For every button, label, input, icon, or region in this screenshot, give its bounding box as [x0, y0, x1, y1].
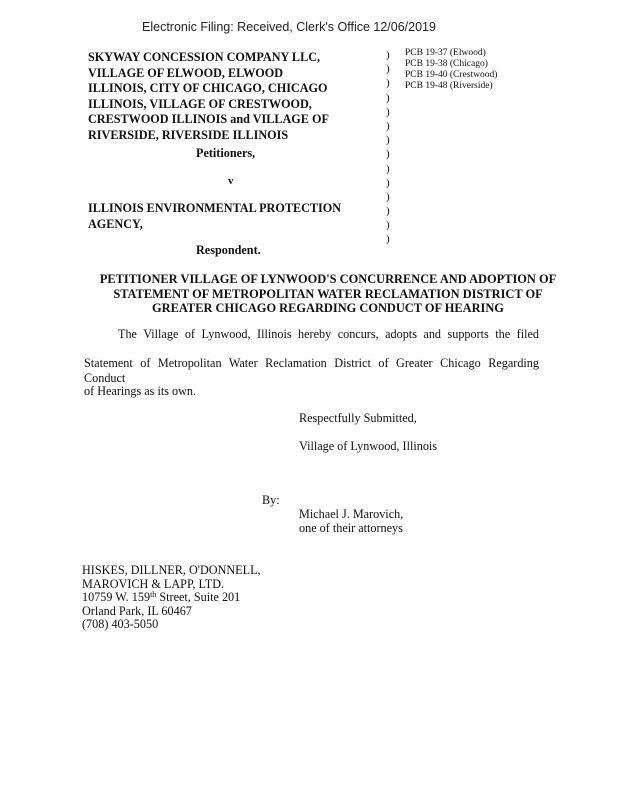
signing-party: Village of Lynwood, Illinois	[299, 439, 438, 453]
paren: )	[386, 219, 390, 232]
caption-respondent	[88, 201, 341, 232]
paren: )	[386, 176, 390, 189]
paren: )	[386, 91, 390, 104]
petitioners-label: Petitioners,	[196, 146, 256, 160]
petitioner-line: VILLAGE OF ELWOOD, ELWOOD	[88, 65, 284, 80]
firm-city: Orland Park, IL 60467	[82, 603, 192, 618]
paren: )	[386, 105, 390, 118]
paren: )	[386, 134, 390, 147]
paren: )	[386, 148, 390, 161]
signer-name: Michael J. Marovich,	[299, 507, 404, 521]
paren: )	[386, 77, 390, 90]
firm-name-line: MAROVICH & LAPP, LTD.	[82, 576, 225, 591]
street-number: 10759 W. 159	[82, 590, 151, 605]
street-suffix: th	[150, 590, 157, 600]
paren: )	[386, 119, 390, 132]
firm-street	[82, 591, 261, 605]
paren: )	[386, 205, 390, 218]
paren: )	[386, 49, 390, 61]
caption-petitioners	[88, 50, 329, 143]
firm-address-block	[82, 564, 261, 632]
body-line-2: Statement of Metropolitan Water Reclamation District of Greater Chicago Regarding Conduct	[84, 356, 539, 385]
title-line: GREATER CHICAGO REGARDING CONDUCT OF HEARING	[152, 301, 504, 315]
petitioner-line: CRESTWOOD ILLINOIS and VILLAGE OF	[88, 112, 329, 126]
respondent-line: AGENCY,	[88, 216, 143, 231]
petitioner-line: SKYWAY CONCESSION COMPANY LLC,	[88, 50, 321, 64]
by-label: By:	[262, 493, 280, 507]
case-numbers	[405, 48, 497, 92]
case-number: PCB 19-48 (Riverside)	[405, 81, 493, 91]
body-line-3: of Hearings as its own.	[84, 384, 197, 398]
title-line: PETITIONER VILLAGE OF LYNWOOD'S CONCURRENCE AND ADOPTION OF	[99, 272, 557, 286]
versus-label: v	[228, 175, 234, 187]
petitioner-line: RIVERSIDE, RIVERSIDE ILLINOIS	[88, 127, 289, 142]
respondent-line: ILLINOIS ENVIRONMENTAL PROTECTION	[88, 201, 342, 215]
paren: )	[386, 63, 390, 76]
firm-phone: (708) 403-5050	[82, 617, 159, 632]
paren: )	[386, 190, 390, 203]
paren: )	[386, 233, 390, 246]
body-line-1: The Village of Lynwood, Illinois hereby concurs, adopts and supports the filed	[118, 327, 539, 341]
firm-name-line: HISKES, DILLNER, O'DONNELL,	[82, 563, 261, 577]
case-number: PCB 19-37 (Elwood)	[405, 48, 486, 58]
respondent-label: Respondent.	[196, 243, 261, 257]
filing-stamp: Electronic Filing: Received, Clerk's Office 12/06/2019	[142, 20, 436, 34]
closing: Respectfully Submitted,	[299, 411, 417, 425]
signer-role: one of their attorneys	[299, 521, 403, 535]
document-title	[58, 272, 598, 316]
street-rest: Street, Suite 201	[156, 590, 241, 605]
title-line: STATEMENT OF METROPOLITAN WATER RECLAMATION DISTRICT OF	[113, 286, 543, 301]
petitioner-line: ILLINOIS, CITY OF CHICAGO, CHICAGO	[88, 81, 328, 95]
petitioner-line: ILLINOIS, VILLAGE OF CRESTWOOD,	[88, 96, 312, 111]
case-number: PCB 19-40 (Crestwood)	[405, 70, 498, 80]
paren: )	[386, 162, 390, 175]
case-number: PCB 19-38 (Chicago)	[405, 59, 488, 69]
caption-parentheses	[386, 48, 390, 247]
